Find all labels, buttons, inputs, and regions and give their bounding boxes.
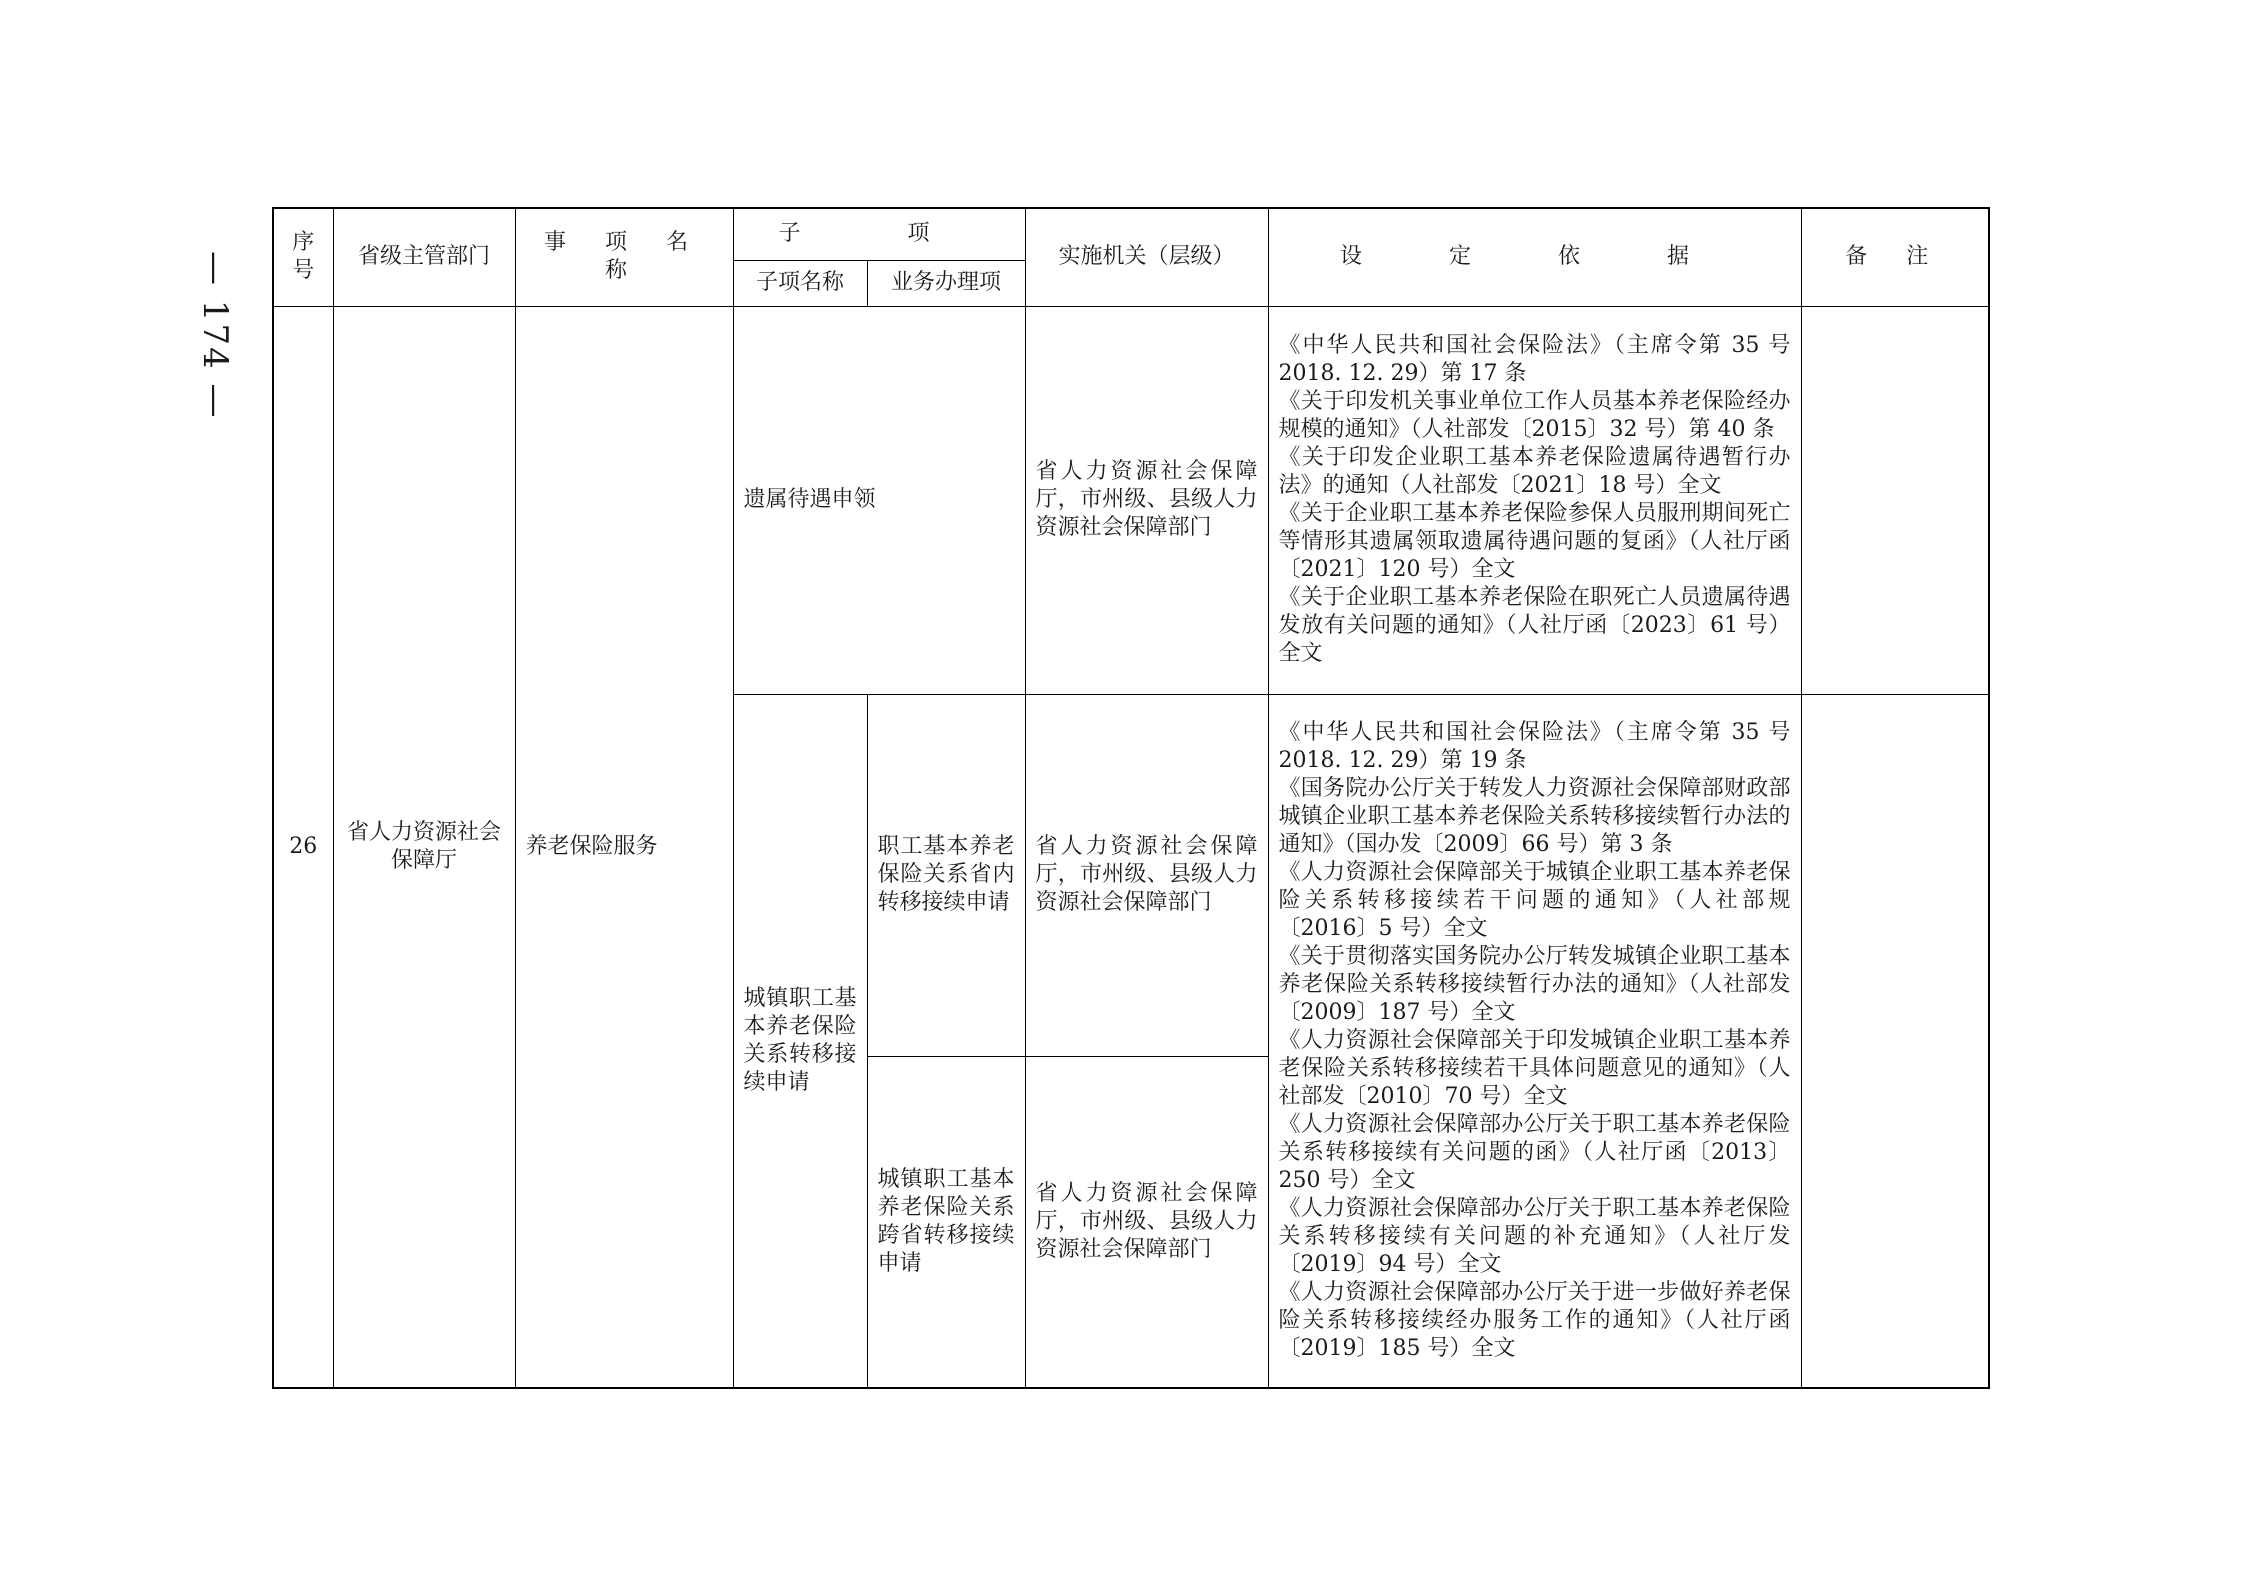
cell-subitem-1-name: 遗属待遇申领 xyxy=(733,306,1025,694)
cell-subitem-2-basis xyxy=(1268,694,1801,1388)
header-basis: 设 定 依 据 xyxy=(1268,208,1801,306)
basis-entry: 《关于企业职工基本养老保险参保人员服刑期间死亡等情形其遗属领取遗属待遇问题的复函》（人社厅函〔2021〕120 号）全文 xyxy=(1278,501,1791,582)
cell-dept: 省人力资源社会保障厅 xyxy=(333,306,515,1388)
header-business: 业务办理项 xyxy=(867,260,1025,306)
header-seq: 序号 xyxy=(273,208,333,306)
header-agency: 实施机关（层级） xyxy=(1025,208,1268,306)
table-row xyxy=(273,306,1989,694)
header-subitem-name: 子项名称 xyxy=(733,260,867,306)
service-items-table xyxy=(272,207,1990,1389)
basis-entry: 《人力资源社会保障部办公厅关于职工基本养老保险关系转移接续有关问题的函》（人社厅函〔2013〕250 号）全文 xyxy=(1278,1111,1791,1193)
header-remark: 备 注 xyxy=(1801,208,1989,306)
basis-entry: 《关于印发机关事业单位工作人员基本养老保险经办规模的通知》（人社部发〔2015〕32 号）第 40 条 xyxy=(1278,389,1791,442)
basis-entry: 《中华人民共和国社会保险法》（主席令第 35 号 2018. 12. 29）第 19 条 xyxy=(1278,719,1791,773)
page-number: — 174 — xyxy=(195,250,235,420)
cell-subitem-1-remark xyxy=(1801,306,1989,694)
basis-entry: 《人力资源社会保障部办公厅关于进一步做好养老保险关系转移接续经办服务工作的通知》（人社厅函〔2019〕185 号）全文 xyxy=(1278,1279,1791,1361)
cell-subitem-1-basis xyxy=(1268,306,1801,694)
cell-agency-2: 省人力资源社会保障厅，市州级、县级人力资源社会保障部门 xyxy=(1025,1056,1268,1388)
cell-subitem-2-remark xyxy=(1801,694,1989,1388)
header-dept: 省级主管部门 xyxy=(333,208,515,306)
basis-entry: 《关于印发企业职工基本养老保险遗属待遇暂行办法》的通知（人社部发〔2021〕18 号）全文 xyxy=(1278,445,1791,498)
basis-entry: 《人力资源社会保障部关于印发城镇企业职工基本养老保险关系转移接续若干具体问题意见的通知》（人社部发〔2010〕70 号）全文 xyxy=(1278,1027,1791,1109)
header-row-1 xyxy=(273,208,1989,260)
basis-entry: 《国务院办公厅关于转发人力资源社会保障部财政部城镇企业职工基本养老保险关系转移接续暂行办法的通知》（国办发〔2009〕66 号）第 3 条 xyxy=(1278,775,1791,857)
header-item-name: 事 项 名 称 xyxy=(515,208,733,306)
cell-agency-1: 省人力资源社会保障厅，市州级、县级人力资源社会保障部门 xyxy=(1025,694,1268,1056)
basis-entry: 《中华人民共和国社会保险法》（主席令第 35 号 2018. 12. 29）第 17 条 xyxy=(1278,333,1791,386)
basis-entry: 《关于企业职工基本养老保险在职死亡人员遗属待遇发放有关问题的通知》（人社厅函〔2023〕61 号）全文 xyxy=(1278,585,1791,666)
cell-business-1: 职工基本养老保险关系省内转移接续申请 xyxy=(867,694,1025,1056)
cell-subitem-1-agency: 省人力资源社会保障厅，市州级、县级人力资源社会保障部门 xyxy=(1025,306,1268,694)
basis-entry: 《人力资源社会保障部办公厅关于职工基本养老保险关系转移接续有关问题的补充通知》（人社厅发〔2019〕94 号）全文 xyxy=(1278,1195,1791,1277)
cell-seq: 26 xyxy=(273,306,333,1388)
basis-entry: 《人力资源社会保障部关于城镇企业职工基本养老保险关系转移接续若干问题的通知》（人社部规〔2016〕5 号）全文 xyxy=(1278,859,1791,941)
cell-subitem-2-name: 城镇职工基本养老保险关系转移接续申请 xyxy=(733,694,867,1388)
cell-business-2: 城镇职工基本养老保险关系跨省转移接续申请 xyxy=(867,1056,1025,1388)
cell-item-name: 养老保险服务 xyxy=(515,306,733,1388)
basis-entry: 《关于贯彻落实国务院办公厅转发城镇企业职工基本养老保险关系转移接续暂行办法的通知》（人社部发〔2009〕187 号）全文 xyxy=(1278,943,1791,1025)
header-subitem: 子 项 xyxy=(733,208,1025,260)
